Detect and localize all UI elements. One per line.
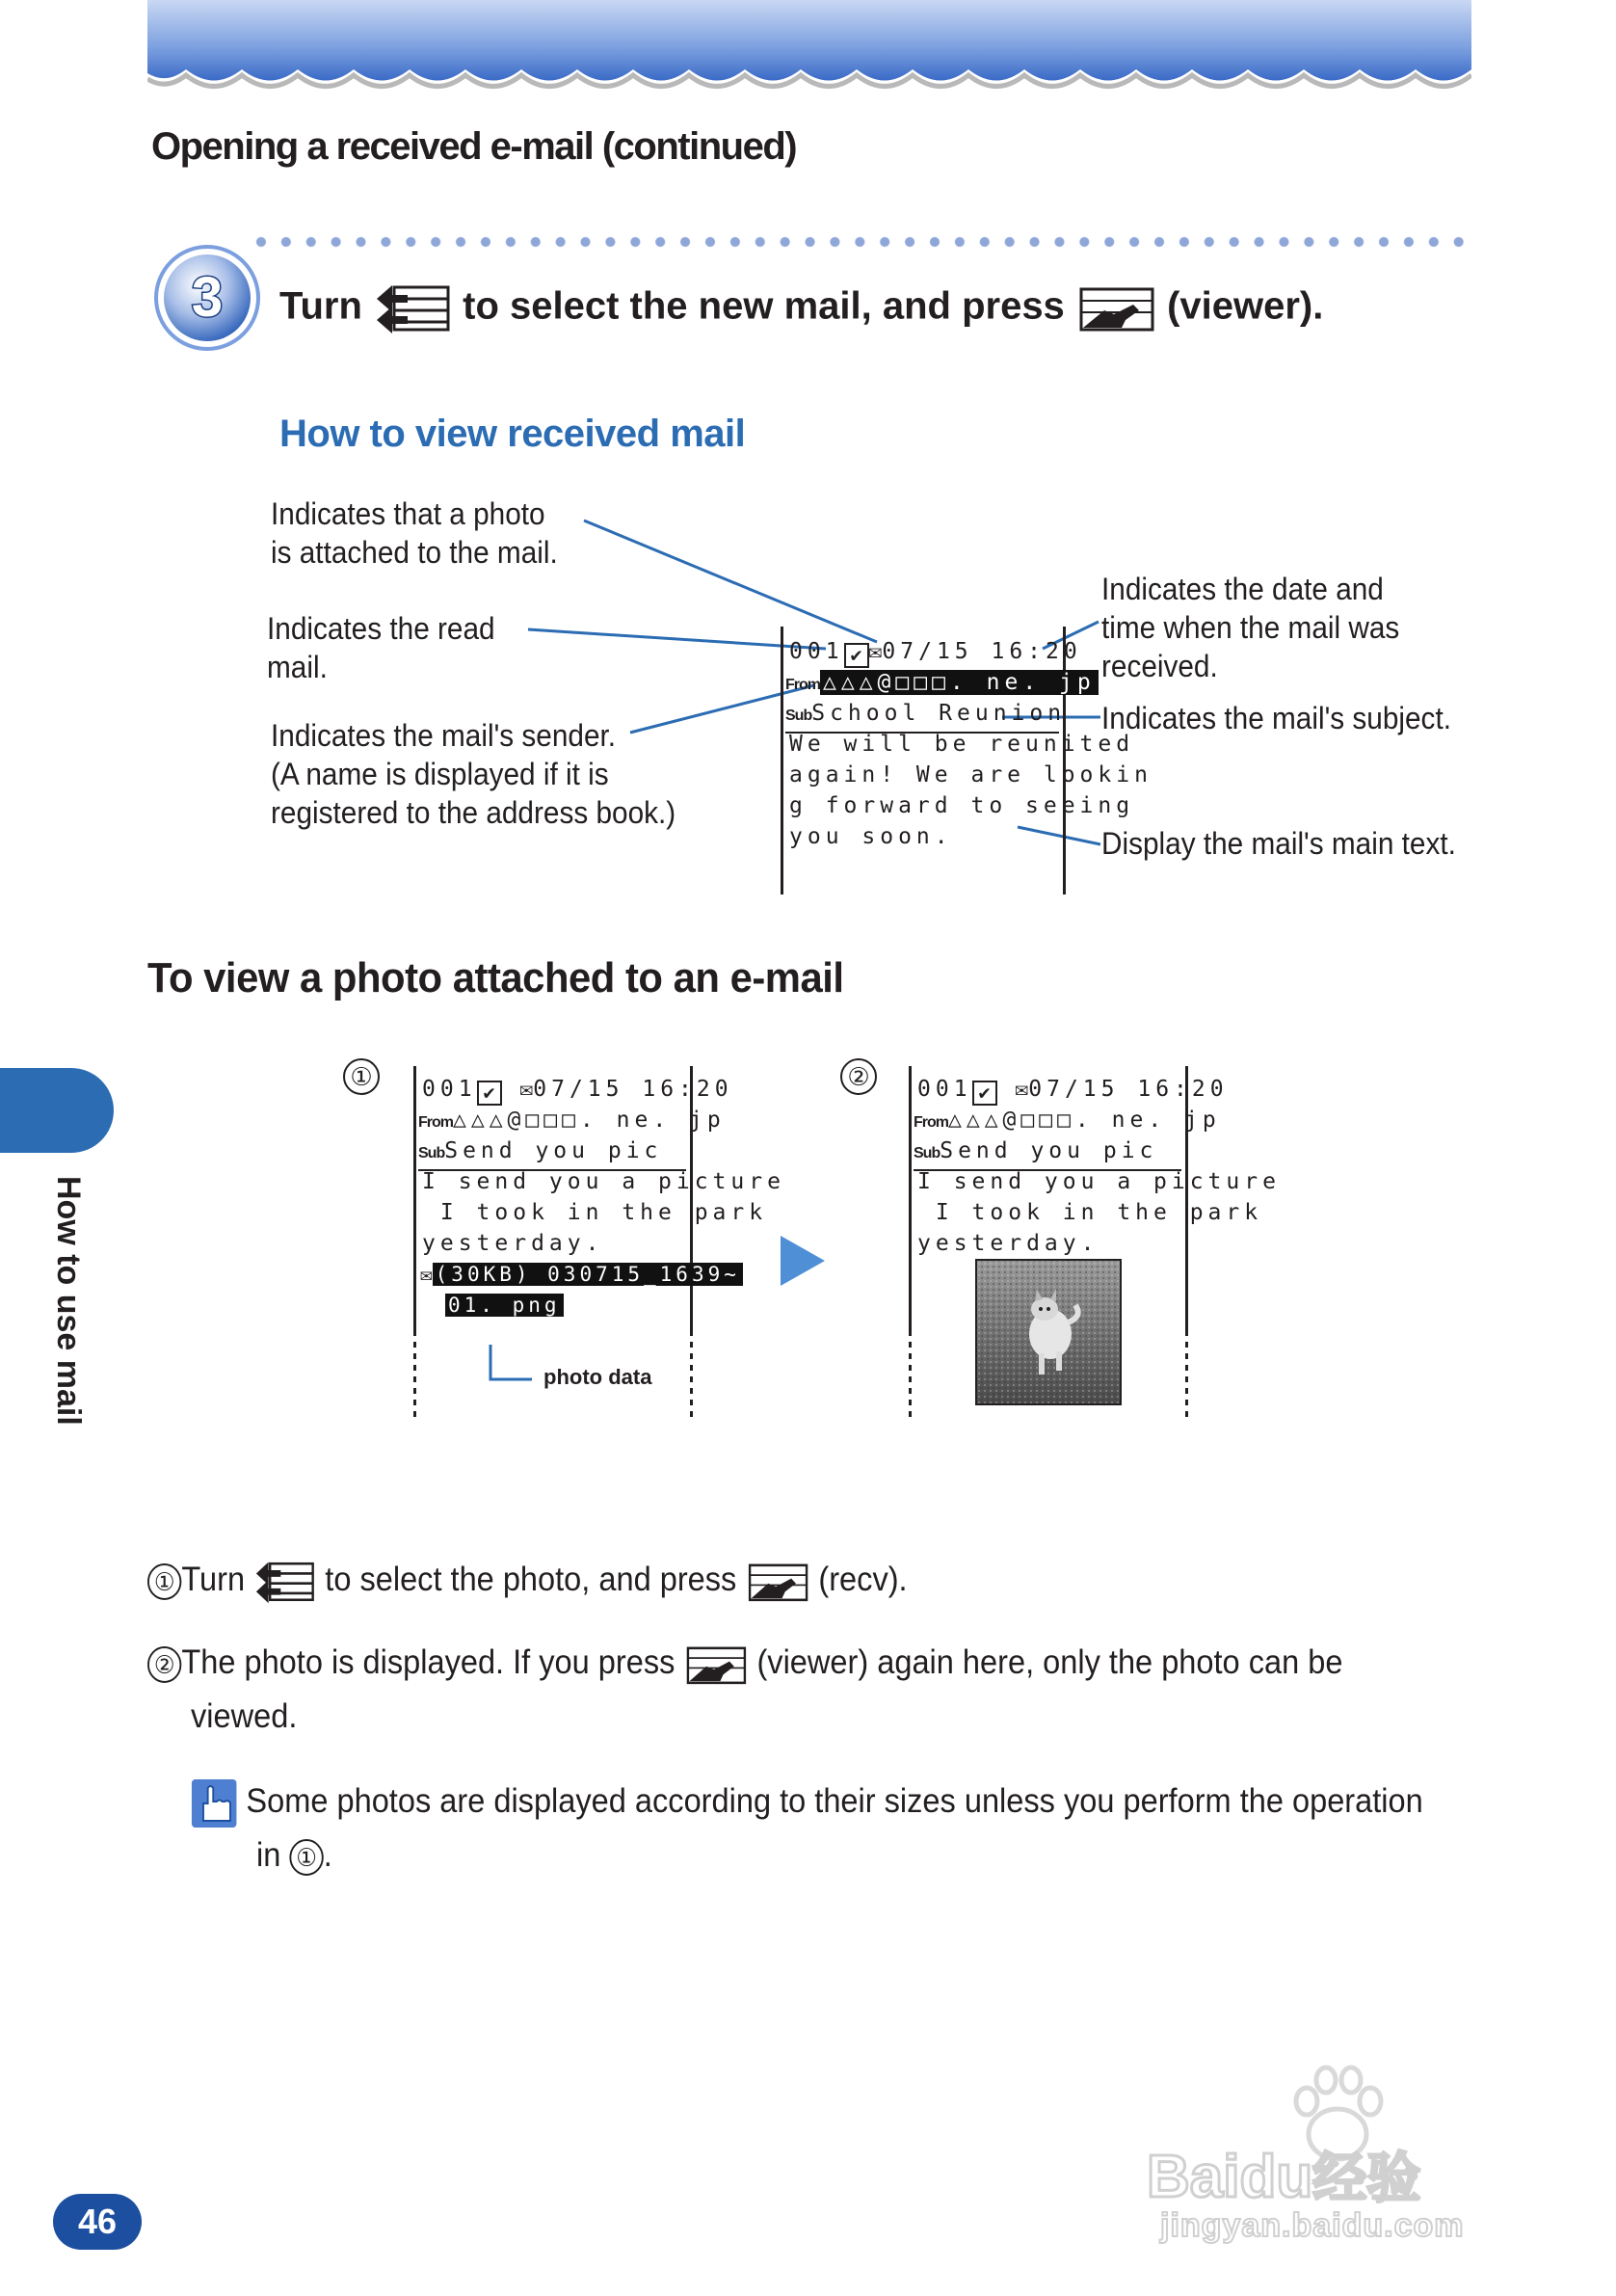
read-mail-icon: ✔ [477,1081,502,1106]
screen1-marker: ① [343,1056,380,1095]
screen2-marker: ② [840,1056,877,1095]
note-cont: in ① . [256,1836,332,1874]
page-number: 46 [53,2194,142,2250]
screen2-header-row: 001 ✔ ✉07/15 16:20 [917,1077,1229,1104]
next-arrow-icon [779,1234,827,1288]
screen1-body: I send you a picture I took in the park yesterday. [422,1169,785,1256]
annotation-main-text: Display the mail's main text. [1101,826,1456,861]
step-text-end: (viewer). [1167,284,1324,328]
dog-photo [975,1259,1122,1405]
annotation-read-mail: Indicates the read mail. [267,611,495,684]
photo-attached-icon: ✉ [868,639,883,664]
photo-attached-icon: ✉ [519,1077,534,1102]
screen1-right-dashed [690,1336,693,1423]
hand-note-icon [191,1778,237,1829]
photo-data-label: photo data [543,1365,652,1389]
step-text-turn: Turn [279,284,362,328]
screen1-left-dashed [413,1336,416,1423]
screen2-body: I send you a picture I took in the park yesterday. [917,1169,1281,1256]
attachment-icon: ✉ [420,1263,433,1286]
photo-attached-icon: ✉ [1015,1077,1029,1102]
recv-key-icon [745,1559,809,1605]
viewer-key-icon [683,1642,748,1688]
watermark-brand: Baidu经验 [1147,2144,1421,2210]
screen1-subject-row: SubSend you pic [418,1135,686,1171]
screen1-from-row: From△△△@□□□. ne. jp [418,1108,726,1133]
instruction-1: ① Turn to select the photo, and press (recv). [147,1554,908,1606]
screen2-left-dashed [909,1336,912,1423]
annotation-photo-attached: Indicates that a photo is attached to the mail. [271,496,558,570]
screen1 [413,1066,785,1423]
instruction-2-cont: viewed. [191,1697,298,1735]
mail-from-row: From △△△@□□□. ne. jp [785,667,1099,701]
side-tab-label: How to use mail [50,1176,87,1426]
mail-screen [781,627,1152,894]
page-title: Opening a received e-mail (continued) [151,125,797,168]
screen2-from-row: From△△△@□□□. ne. jp [914,1108,1221,1133]
screen1-header-row: 001 ✔ ✉07/15 16:20 [422,1077,733,1104]
read-mail-icon: ✔ [844,643,869,668]
annotation-sender: Indicates the mail's sender. (A name is displayed if it is registered to the address book.) [271,718,676,830]
screen2-right-dashed [1185,1336,1188,1423]
note: Some photos are displayed according to their sizes unless you perform the operation [191,1775,1423,1829]
annotation-subject: Indicates the mail's subject. [1101,701,1451,735]
mail-header-row: 001 ✔ ✉07/15 16:20 [789,639,1082,666]
howto-heading: How to view received mail [279,413,746,455]
mail-body: We will be reunited again! We are lookin g forward to seeing you soon. [789,732,1152,849]
step-number: 3 [191,266,224,329]
screen2 [909,1066,1281,1423]
annotation-date-time: Indicates the date and time when the mail was received. [1101,572,1400,683]
section-heading: To view a photo attached to an e-mail [147,954,844,1001]
instruction-2: ② The photo is displayed. If you press (viewer) again here, only the photo can be [147,1637,1342,1689]
jog-dial-icon [253,1559,316,1605]
step-text-middle: to select the new mail, and press [463,284,1065,328]
watermark-url: jingyan.baidu.com [1160,2207,1465,2244]
read-mail-icon: ✔ [972,1081,997,1106]
side-tab [0,1068,114,1153]
baidu-watermark [1147,2063,1551,2256]
mail-subject-row: SubSchool Reunion [785,698,1059,734]
screen1-attachment[interactable]: ✉ (30KB) 030715_1639~ 01. png [420,1259,743,1321]
screen2-subject-row: SubSend you pic [914,1135,1181,1171]
